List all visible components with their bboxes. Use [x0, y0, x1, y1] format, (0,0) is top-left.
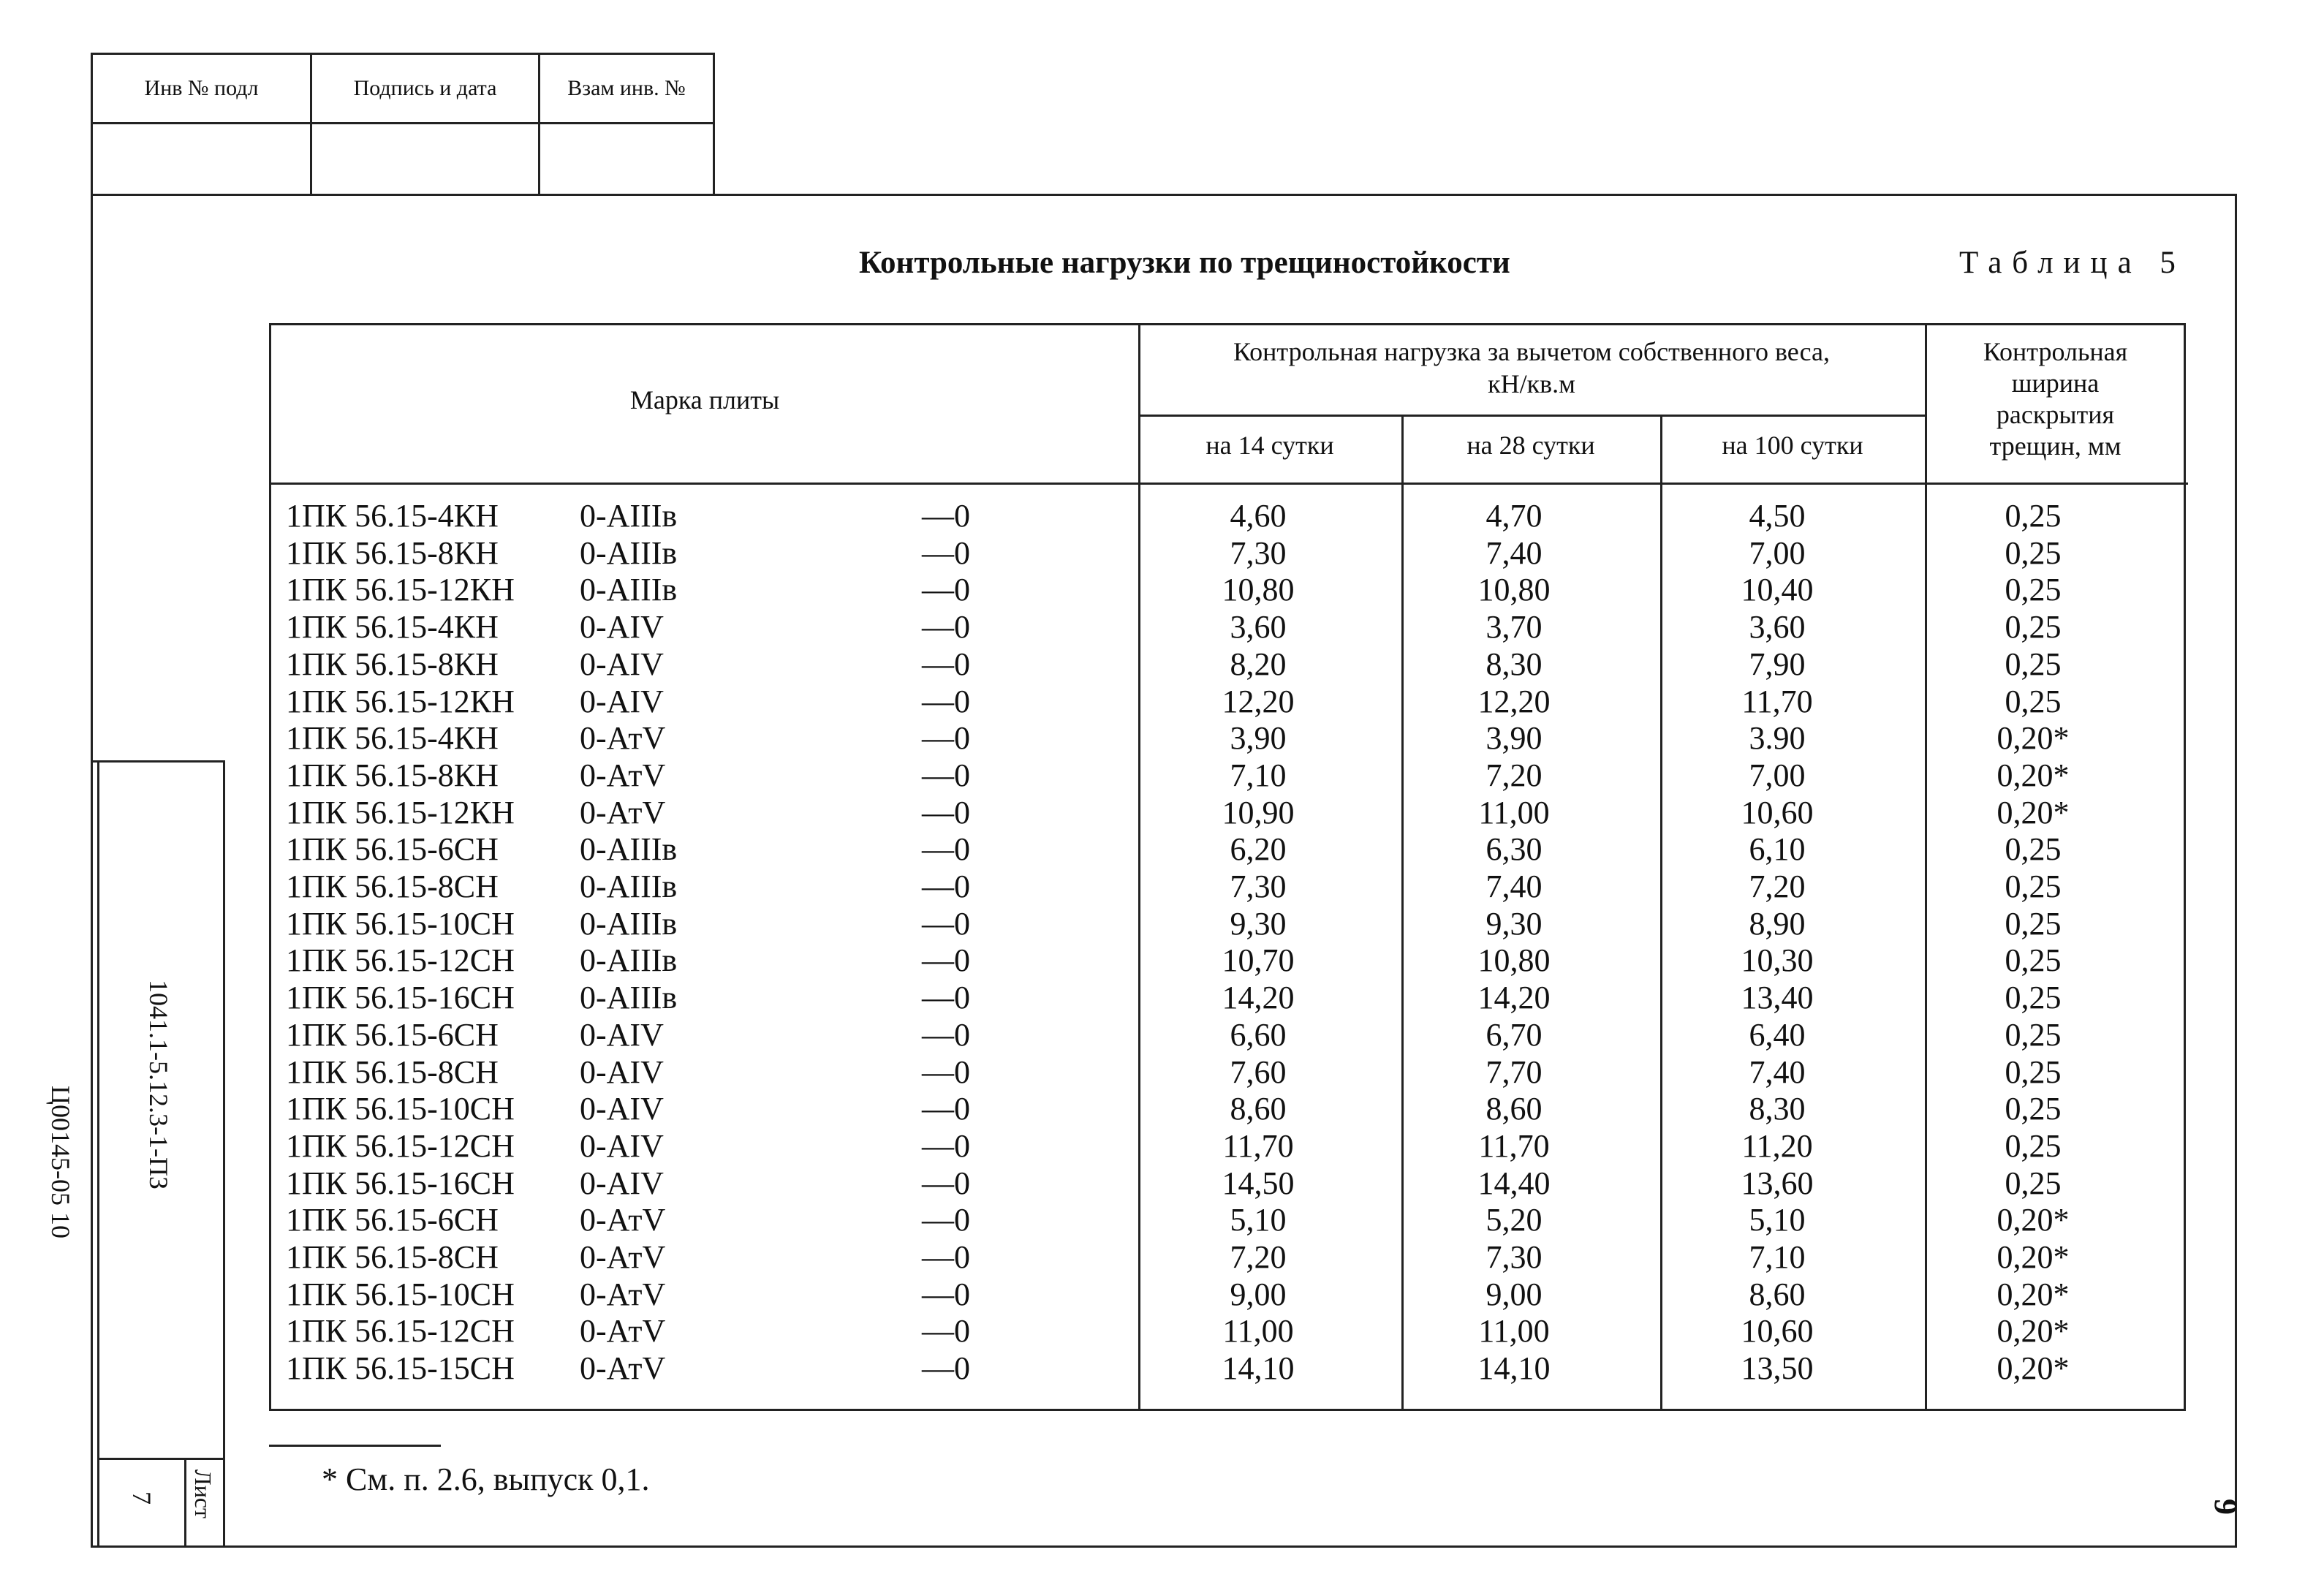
row-dash: —0 [922, 720, 970, 757]
table-row [271, 1313, 2184, 1350]
row-steel: 0-АIIIв [580, 869, 678, 904]
row-dash: —0 [922, 869, 970, 904]
stamp-inv-label: Инв № подл [144, 76, 259, 100]
table-row [271, 831, 2184, 869]
row-steel: 0-АIV [580, 1091, 664, 1127]
header-load: Контрольная нагрузка за вычетом собственного веса, [1233, 337, 1831, 366]
table-row [271, 1054, 2184, 1091]
row-steel: 0-АIV [580, 1165, 664, 1201]
row-dash: —0 [922, 757, 970, 793]
row-day-14: 8,60 [1230, 1091, 1287, 1127]
row-steel: 0-АIV [580, 609, 664, 646]
row-mark: 1ПК 56.15-16СН [286, 1165, 515, 1201]
row-crack-width: 0,20* [1996, 1202, 2070, 1238]
row-day-14: 7,30 [1230, 534, 1287, 571]
row-mark: 1ПК 56.15-4КН [286, 609, 499, 646]
row-day-14: 5,10 [1230, 1202, 1287, 1238]
row-mark: 1ПК 56.15-12СН [286, 1313, 515, 1350]
row-day-100: 10,30 [1741, 942, 1814, 979]
row-mark: 1ПК 56.15-8КН [286, 757, 499, 793]
row-mark: 1ПК 56.15-6СН [286, 831, 499, 868]
header-width-1: Контрольная [1983, 337, 2128, 366]
row-mark: 1ПК 56.15-12КН [286, 683, 515, 719]
table-row [271, 498, 2184, 535]
row-steel: 0-АIV [580, 1053, 664, 1090]
table-row [271, 1239, 2184, 1276]
row-crack-width: 0,20* [1996, 1276, 2070, 1312]
row-day-28: 12,20 [1477, 683, 1551, 719]
row-day-14: 14,50 [1222, 1165, 1295, 1201]
table-row [271, 980, 2184, 1017]
row-crack-width: 0,25 [2005, 1053, 2062, 1090]
row-day-14: 4,60 [1230, 498, 1287, 534]
row-steel: 0-АIIIв [580, 831, 678, 868]
row-dash: —0 [922, 831, 970, 868]
row-mark: 1ПК 56.15-10СН [286, 905, 515, 942]
sheet-label: Лист [190, 1469, 216, 1519]
row-dash: —0 [922, 1091, 970, 1127]
row-day-28: 7,40 [1485, 534, 1543, 571]
table-row [271, 1091, 2184, 1128]
row-steel: 0-АIIIв [580, 942, 678, 979]
data-table [269, 323, 2186, 1411]
row-day-28: 7,70 [1485, 1053, 1543, 1090]
row-crack-width: 0,25 [2005, 572, 2062, 608]
row-mark: 1ПК 56.15-12КН [286, 572, 515, 608]
row-day-100: 13,50 [1741, 1350, 1814, 1387]
row-dash: —0 [922, 1016, 970, 1053]
row-crack-width: 0,25 [2005, 534, 2062, 571]
row-day-28: 14,40 [1477, 1165, 1551, 1201]
stamp-replace-label: Взам инв. № [567, 76, 686, 100]
row-day-100: 11,20 [1741, 1127, 1813, 1164]
row-steel: 0-АIIIв [580, 534, 678, 571]
table-row [271, 757, 2184, 795]
row-day-14: 8,20 [1230, 646, 1287, 682]
table-row [271, 1276, 2184, 1314]
row-mark: 1ПК 56.15-8КН [286, 646, 499, 682]
row-steel: 0-АIIIв [580, 980, 678, 1016]
row-day-100: 7,10 [1749, 1239, 1806, 1275]
row-day-28: 11,00 [1478, 794, 1550, 830]
row-dash: —0 [922, 1202, 970, 1238]
row-day-14: 7,10 [1230, 757, 1287, 793]
table-row [271, 906, 2184, 943]
header-day-100: на 100 сутки [1722, 431, 1863, 460]
row-day-28: 6,70 [1485, 1016, 1543, 1053]
row-crack-width: 0,20* [1996, 757, 2070, 793]
stamp-sign-label: Подпись и дата [353, 76, 497, 100]
row-dash: —0 [922, 683, 970, 719]
header-width-2: ширина [2011, 368, 2100, 398]
row-day-28: 14,10 [1477, 1350, 1551, 1387]
table-row [271, 572, 2184, 609]
table-row [271, 869, 2184, 906]
row-dash: —0 [922, 609, 970, 646]
row-day-100: 13,40 [1741, 980, 1814, 1016]
row-day-14: 6,60 [1230, 1016, 1287, 1053]
row-dash: —0 [922, 905, 970, 942]
row-steel: 0-АIIIв [580, 905, 678, 942]
row-dash: —0 [922, 646, 970, 682]
row-day-14: 12,20 [1222, 683, 1295, 719]
row-day-28: 5,20 [1485, 1202, 1543, 1238]
row-crack-width: 0,20* [1996, 794, 2070, 830]
row-mark: 1ПК 56.15-12КН [286, 794, 515, 830]
row-steel: 0-АтV [580, 720, 666, 757]
table-row [271, 1350, 2184, 1388]
row-dash: —0 [922, 1313, 970, 1350]
row-day-100: 10,60 [1741, 794, 1814, 830]
row-steel: 0-АIV [580, 1127, 664, 1164]
header-width-3: раскрытия [1996, 400, 2115, 429]
page-number: 9 [2208, 1499, 2244, 1515]
row-dash: —0 [922, 1350, 970, 1387]
sheet-number: 7 [127, 1491, 156, 1505]
row-crack-width: 0,25 [2005, 646, 2062, 682]
row-steel: 0-АтV [580, 1202, 666, 1238]
row-steel: 0-АIIIв [580, 498, 678, 534]
row-day-14: 14,20 [1222, 980, 1295, 1016]
row-mark: 1ПК 56.15-12СН [286, 942, 515, 979]
row-day-28: 10,80 [1477, 572, 1551, 608]
row-steel: 0-АтV [580, 757, 666, 793]
row-crack-width: 0,20* [1996, 1313, 2070, 1350]
row-mark: 1ПК 56.15-10СН [286, 1276, 515, 1312]
table-row [271, 1128, 2184, 1165]
row-steel: 0-АIIIв [580, 572, 678, 608]
row-day-14: 10,90 [1222, 794, 1295, 830]
row-steel: 0-АIV [580, 683, 664, 719]
row-day-28: 8,30 [1485, 646, 1543, 682]
row-crack-width: 0,25 [2005, 683, 2062, 719]
row-mark: 1ПК 56.15-10СН [286, 1091, 515, 1127]
row-mark: 1ПК 56.15-16СН [286, 980, 515, 1016]
row-crack-width: 0,25 [2005, 1127, 2062, 1164]
header-day-14: на 14 сутки [1205, 431, 1334, 460]
header-day-28: на 28 сутки [1466, 431, 1595, 460]
header-mark: Марка плиты [629, 385, 780, 415]
table-row [271, 1017, 2184, 1054]
row-steel: 0-АтV [580, 1239, 666, 1275]
row-crack-width: 0,25 [2005, 1016, 2062, 1053]
row-dash: —0 [922, 1276, 970, 1312]
doc-code: 1041.1-5.12.3-1-ПЗ [144, 980, 173, 1189]
row-day-100: 3.90 [1749, 720, 1806, 757]
row-mark: 1ПК 56.15-15СН [286, 1350, 515, 1387]
row-day-28: 14,20 [1477, 980, 1551, 1016]
row-crack-width: 0,25 [2005, 1165, 2062, 1201]
row-steel: 0-АIV [580, 646, 664, 682]
row-day-28: 7,30 [1485, 1239, 1543, 1275]
row-mark: 1ПК 56.15-6СН [286, 1202, 499, 1238]
row-day-100: 11,70 [1741, 683, 1813, 719]
row-dash: —0 [922, 572, 970, 608]
table-title: Контрольные нагрузки по трещиностойкости [859, 246, 1510, 280]
row-dash: —0 [922, 498, 970, 534]
row-day-28: 11,00 [1478, 1313, 1550, 1350]
row-day-100: 8,30 [1749, 1091, 1806, 1127]
row-day-100: 7,00 [1749, 534, 1806, 571]
row-crack-width: 0,25 [2005, 609, 2062, 646]
row-day-14: 3,90 [1230, 720, 1287, 757]
header-load-unit: кН/кв.м [1488, 369, 1575, 398]
row-day-100: 6,10 [1749, 831, 1806, 868]
row-day-28: 3,90 [1485, 720, 1543, 757]
row-day-14: 6,20 [1230, 831, 1287, 868]
row-day-28: 9,30 [1485, 905, 1543, 942]
table-row [271, 646, 2184, 684]
row-mark: 1ПК 56.15-6СН [286, 1016, 499, 1053]
row-day-100: 7,00 [1749, 757, 1806, 793]
row-day-14: 11,00 [1222, 1313, 1294, 1350]
row-crack-width: 0,20* [1996, 1350, 2070, 1387]
row-day-28: 11,70 [1478, 1127, 1550, 1164]
row-dash: —0 [922, 980, 970, 1016]
row-dash: —0 [922, 1127, 970, 1164]
row-day-14: 11,70 [1222, 1127, 1294, 1164]
row-crack-width: 0,20* [1996, 720, 2070, 757]
row-day-100: 8,90 [1749, 905, 1806, 942]
row-day-100: 3,60 [1749, 609, 1806, 646]
row-mark: 1ПК 56.15-4КН [286, 720, 499, 757]
table-row [271, 684, 2184, 721]
footnote-rule [269, 1445, 441, 1447]
table-row [271, 942, 2184, 980]
row-mark: 1ПК 56.15-4КН [286, 498, 499, 534]
row-day-14: 10,70 [1222, 942, 1295, 979]
row-day-100: 5,10 [1749, 1202, 1806, 1238]
row-mark: 1ПК 56.15-8СН [286, 869, 499, 904]
row-steel: 0-АIV [580, 1016, 664, 1053]
row-crack-width: 0,25 [2005, 942, 2062, 979]
table-row [271, 795, 2184, 832]
table-row [271, 720, 2184, 757]
row-crack-width: 0,25 [2005, 980, 2062, 1016]
table-row [271, 609, 2184, 646]
row-mark: 1ПК 56.15-8КН [286, 534, 499, 571]
row-day-100: 7,90 [1749, 646, 1806, 682]
row-day-28: 7,40 [1485, 869, 1543, 904]
row-crack-width: 0,20* [1996, 1239, 2070, 1275]
row-mark: 1ПК 56.15-8СН [286, 1239, 499, 1275]
row-crack-width: 0,25 [2005, 869, 2062, 904]
row-steel: 0-АтV [580, 794, 666, 830]
row-dash: —0 [922, 534, 970, 571]
row-steel: 0-АтV [580, 1313, 666, 1350]
table-number: Таблица 5 [1959, 246, 2186, 280]
row-steel: 0-АтV [580, 1276, 666, 1312]
row-day-100: 6,40 [1749, 1016, 1806, 1053]
row-steel: 0-АтV [580, 1350, 666, 1387]
table-row [271, 1202, 2184, 1239]
row-day-100: 13,60 [1741, 1165, 1814, 1201]
row-mark: 1ПК 56.15-8СН [286, 1053, 499, 1090]
row-day-14: 7,60 [1230, 1053, 1287, 1090]
row-day-28: 9,00 [1485, 1276, 1543, 1312]
row-day-28: 3,70 [1485, 609, 1543, 646]
row-day-14: 7,20 [1230, 1239, 1287, 1275]
row-dash: —0 [922, 794, 970, 830]
row-day-14: 7,30 [1230, 869, 1287, 904]
row-day-100: 4,50 [1749, 498, 1806, 534]
row-dash: —0 [922, 1053, 970, 1090]
row-crack-width: 0,25 [2005, 1091, 2062, 1127]
row-day-100: 7,20 [1749, 869, 1806, 904]
row-day-28: 8,60 [1485, 1091, 1543, 1127]
row-dash: —0 [922, 1165, 970, 1201]
header-width-4: трещин, мм [1989, 431, 2121, 461]
row-day-14: 9,00 [1230, 1276, 1287, 1312]
row-day-14: 10,80 [1222, 572, 1295, 608]
row-crack-width: 0,25 [2005, 831, 2062, 868]
row-day-28: 10,80 [1477, 942, 1551, 979]
row-crack-width: 0,25 [2005, 905, 2062, 942]
row-day-100: 8,60 [1749, 1276, 1806, 1312]
row-crack-width: 0,25 [2005, 498, 2062, 534]
table-row [271, 535, 2184, 572]
row-dash: —0 [922, 942, 970, 979]
row-mark: 1ПК 56.15-12СН [286, 1127, 515, 1164]
row-day-100: 10,60 [1741, 1313, 1814, 1350]
row-day-28: 6,30 [1485, 831, 1543, 868]
footnote: * См. п. 2.6, выпуск 0,1. [322, 1461, 650, 1497]
table-row [271, 1165, 2184, 1203]
row-day-14: 9,30 [1230, 905, 1287, 942]
row-dash: —0 [922, 1239, 970, 1275]
row-day-14: 14,10 [1222, 1350, 1295, 1387]
row-day-14: 3,60 [1230, 609, 1287, 646]
row-day-28: 4,70 [1485, 498, 1543, 534]
archive-code: Ц00145-05 10 [46, 1086, 75, 1238]
row-day-100: 10,40 [1741, 572, 1814, 608]
row-day-100: 7,40 [1749, 1053, 1806, 1090]
row-day-28: 7,20 [1485, 757, 1543, 793]
